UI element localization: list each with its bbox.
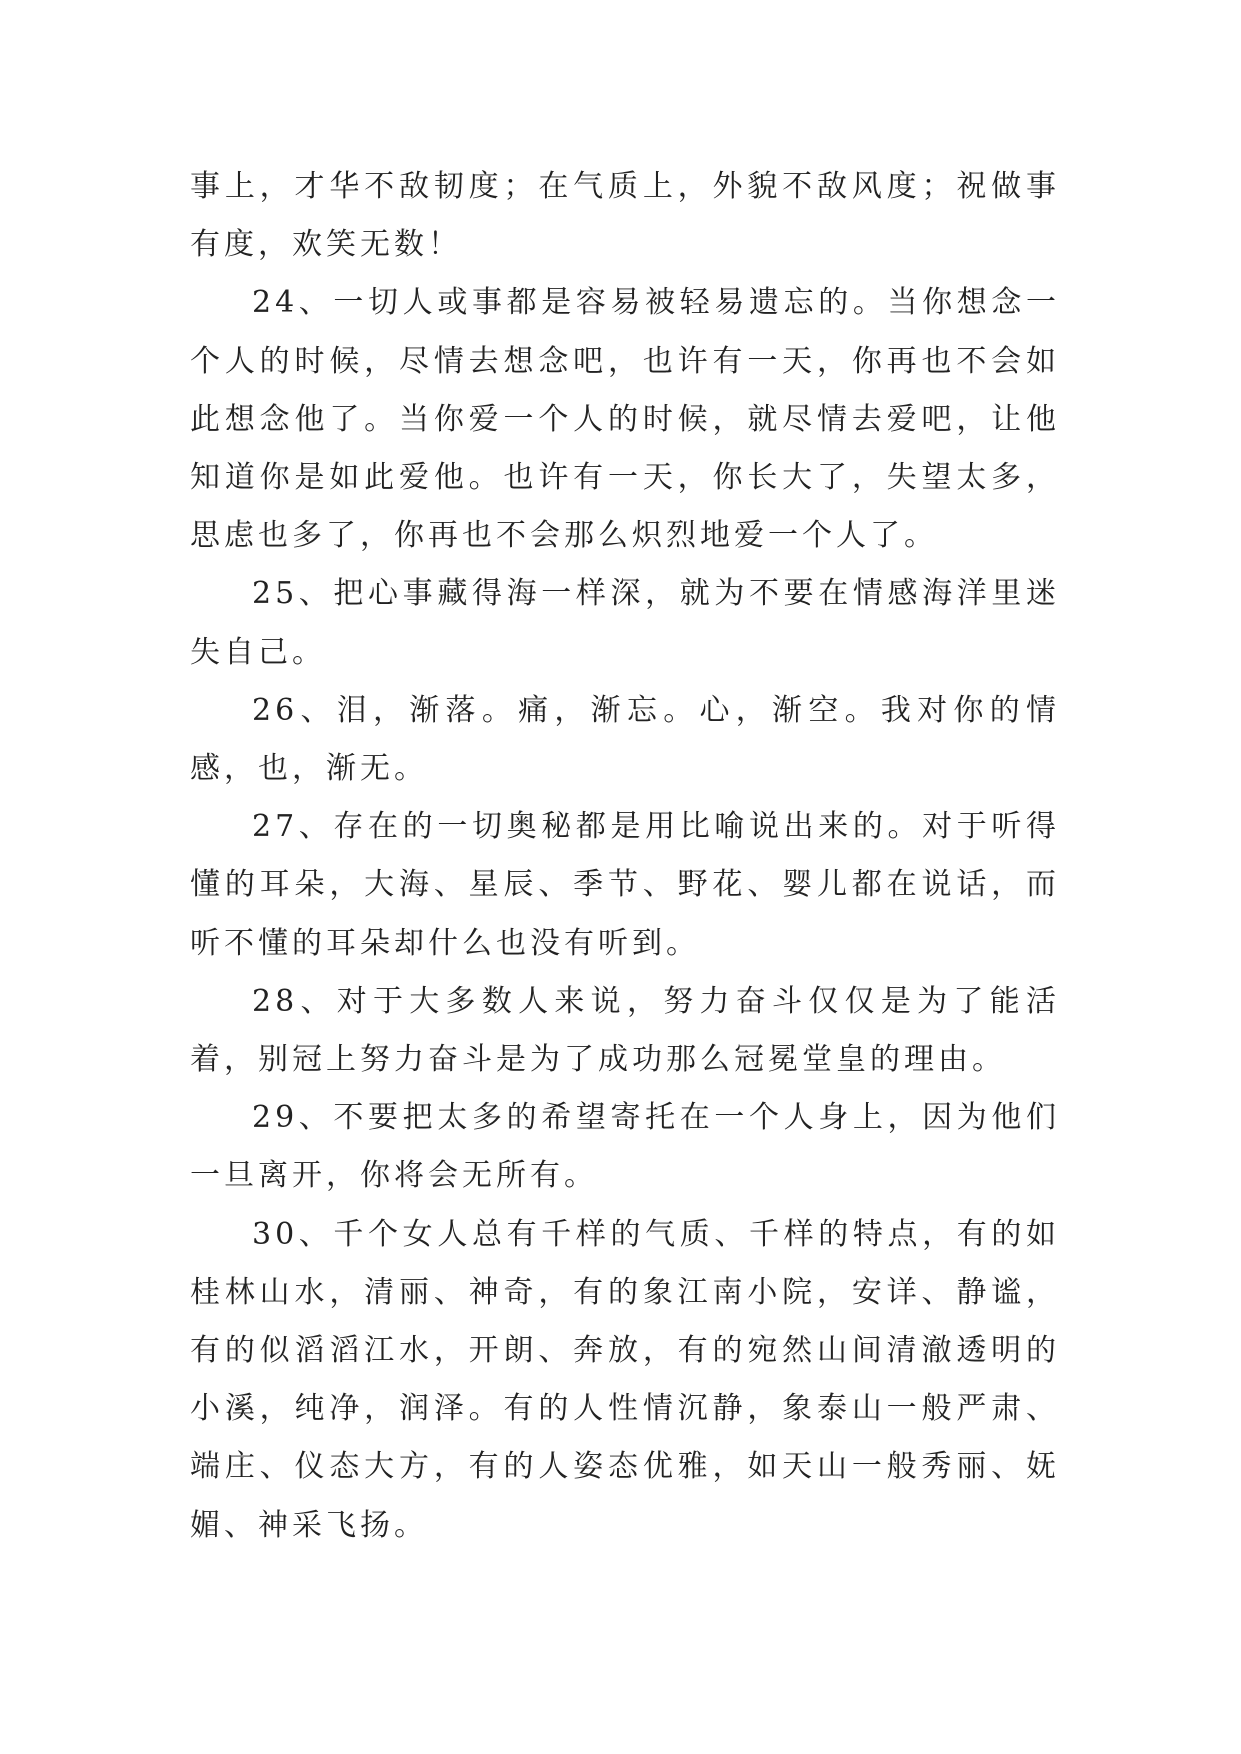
document-body bbox=[190, 158, 1060, 1555]
paragraph-23-continuation: 事上，才华不敌韧度；在气质上，外貌不敌风度；祝做事有度，欢笑无数！ bbox=[190, 169, 1060, 263]
paragraph-27: 27、存在的一切奥秘都是用比喻说出来的。对于听得懂的耳朵，大海、星辰、季节、野花、婴儿都在说话，而听不懂的耳朵却什么也没有听到。 bbox=[190, 809, 1060, 961]
paragraph-29: 29、不要把太多的希望寄托在一个人身上，因为他们一旦离开，你将会无所有。 bbox=[190, 1100, 1060, 1194]
paragraph-25: 25、把心事藏得海一样深，就为不要在情感海洋里迷失自己。 bbox=[190, 576, 1060, 670]
paragraph-28: 28、对于大多数人来说，努力奋斗仅仅是为了能活着，别冠上努力奋斗是为了成功那么冠冕堂皇的理由。 bbox=[190, 983, 1060, 1078]
paragraph-30: 30、千个女人总有千样的气质、千样的特点，有的如桂林山水，清丽、神奇，有的象江南小院，安详、静谧，有的似滔滔江水，开朗、奔放，有的宛然山间清澈透明的小溪，纯净，润泽。有的人性情沉静，象泰山一般严肃、端庄、仪态大方，有的人姿态优雅，如天山一般秀丽、妩媚、神采飞扬。 bbox=[190, 1216, 1060, 1543]
paragraph-26: 26、泪，渐落。痛，渐忘。心，渐空。我对你的情感，也，渐无。 bbox=[190, 692, 1060, 787]
paragraph-24: 24、一切人或事都是容易被轻易遗忘的。当你想念一个人的时候，尽情去想念吧，也许有一天，你再也不会如此想念他了。当你爱一个人的时候，就尽情去爱吧，让他知道你是如此爱他。也许有一天，你长大了，失望太多，思虑也多了，你再也不会那么炽烈地爱一个人了。 bbox=[190, 285, 1060, 554]
